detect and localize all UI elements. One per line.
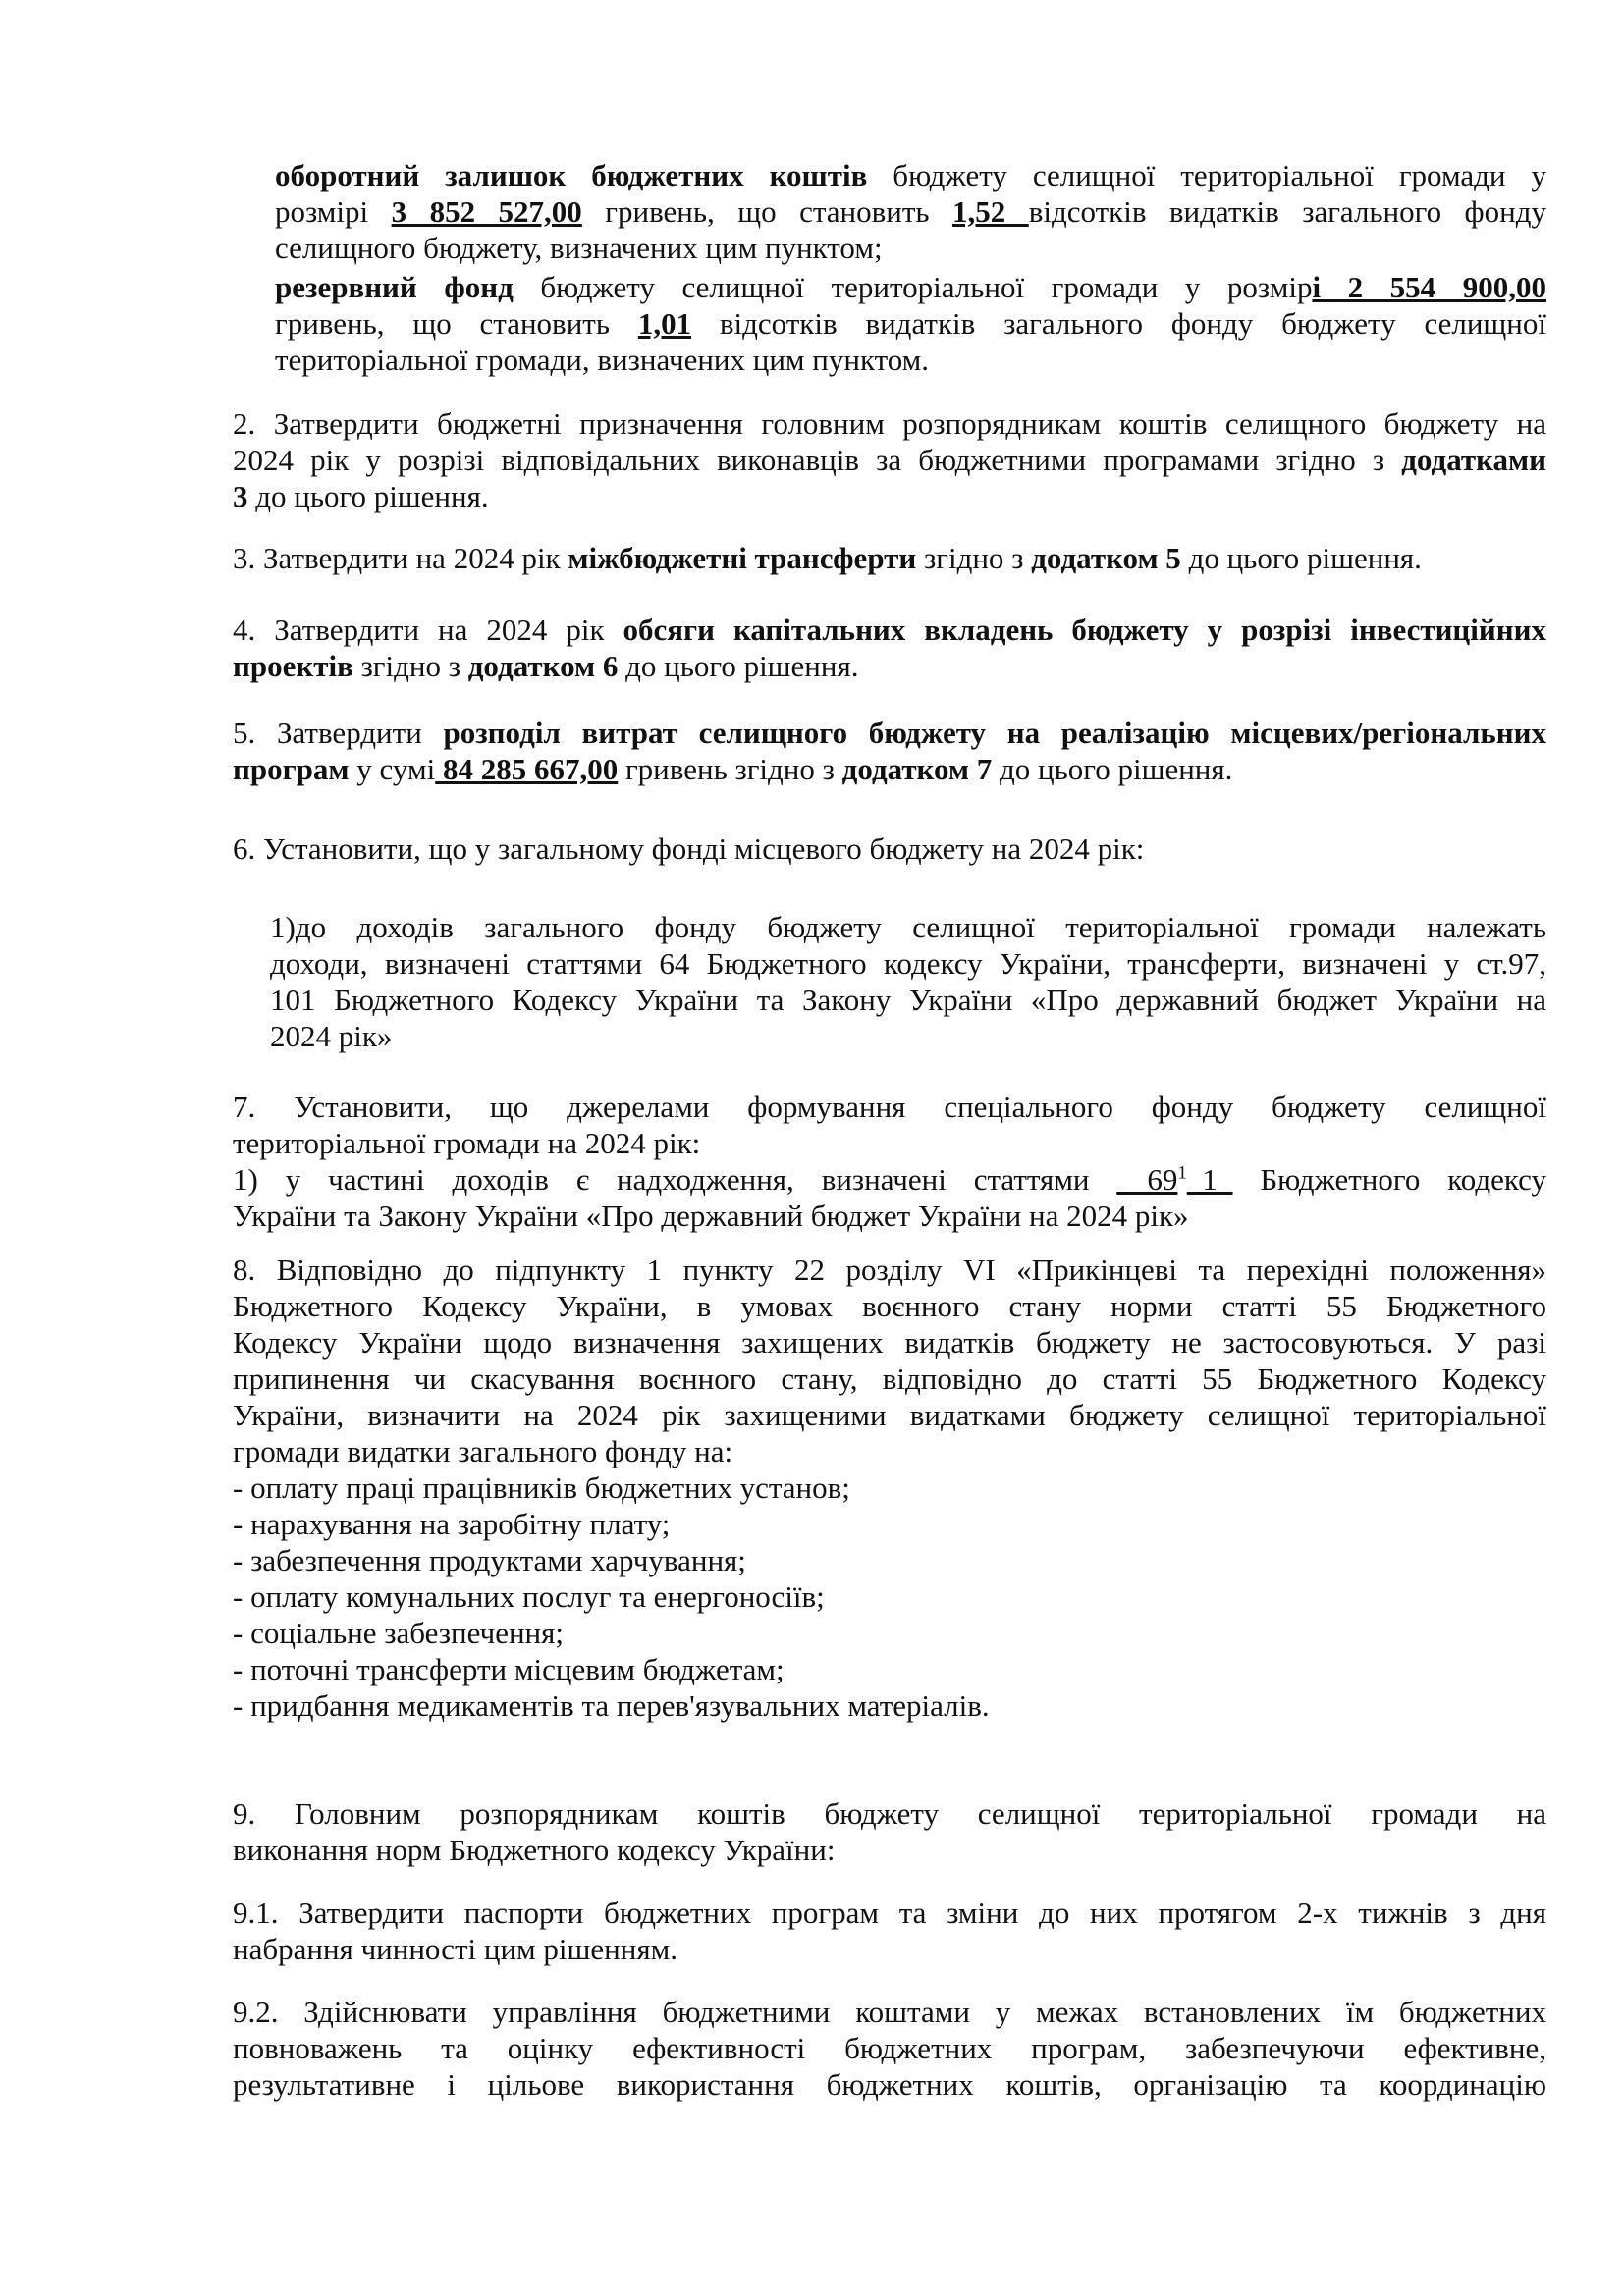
text-line: 101 Бюджетного Кодексу України та Закону України «Про державний бюджет України на [270, 983, 1546, 1017]
text-span: 5. Затвердити [233, 716, 444, 750]
item-3 [233, 540, 1546, 576]
text-line: припинення чи скасування воєнного стану, відповідно до статті 55 Бюджетного Кодексу [233, 1362, 1546, 1396]
text-span: 1) у частині доходів є надходження, визначені статтями [233, 1162, 1117, 1197]
text-line: 2. Затвердити бюджетні призначення головним розпорядникам коштів селищного бюджету на [233, 406, 1546, 441]
text-span: відсотків видатків загального фонду бюджету селищної [691, 306, 1546, 341]
reserve-fund-paragraph [275, 269, 1546, 378]
item-6 [233, 830, 1546, 867]
text-span: до цього рішення. [247, 479, 489, 513]
programs-distribution-term: розподіл витрат селищного бюджету на реалізацію місцевих/регіональних [443, 716, 1546, 750]
item-5 [233, 715, 1546, 787]
appendix-ref: додатками [1401, 443, 1546, 477]
list-item: - забезпечення продуктами харчування; [233, 1543, 746, 1577]
appendix-number: 3 [233, 479, 248, 513]
programs-amount: 84 285 667,00 [435, 752, 619, 786]
text-line: 7. Установити, що джерелами формування спеціального фонду бюджету селищної [233, 1090, 1546, 1124]
reserve-fund-term: резервний фонд [275, 270, 514, 304]
working-balance-percent: 1,52 [952, 194, 1029, 229]
article-superscript: 1 [1177, 1162, 1187, 1184]
list-item: - поточні трансферти місцевим бюджетам; [233, 1652, 785, 1686]
item-6-subpoint-1 [270, 909, 1546, 1054]
reserve-fund-percent: 1,01 [637, 306, 692, 341]
text-line: повноважень та оцінку ефективності бюджетних програм, забезпечуючи ефективне, [233, 2031, 1546, 2065]
item-9 [233, 1795, 1546, 1868]
text-line: 9.1. Затвердити паспорти бюджетних програм та зміни до них протягом 2-х тижнів з дня [233, 1896, 1546, 1930]
text-line: Бюджетного Кодексу України, в умовах воєнного стану норми статті 55 Бюджетного [233, 1289, 1546, 1323]
working-balance-amount: 3 852 527,00 [391, 194, 582, 229]
list-item: - оплату праці працівників бюджетних установ; [233, 1470, 850, 1505]
programs-term: програм [233, 752, 350, 786]
text-line: 2024 рік» [270, 1019, 393, 1053]
text-span: згідно з [916, 541, 1032, 575]
text-line: селищного бюджету, визначених цим пунктом; [275, 231, 883, 265]
text-span: 3. Затвердити на 2024 рік [233, 541, 568, 575]
list-item: - придбання медикаментів та перев'язувальних матеріалів. [233, 1688, 990, 1723]
appendix-ref: додатком 7 [841, 752, 993, 786]
text-span: 2024 рік у розрізі відповідальних виконавців за бюджетними програмами згідно з [233, 443, 1402, 477]
text-span: бюджету селищної територіальної громади у розмір [513, 270, 1313, 304]
text-span: до цього рішення. [992, 752, 1233, 786]
item-8 [233, 1252, 1546, 1724]
text-span: гривень, що становить [581, 194, 952, 229]
capital-investments-term: обсяги капітальних вкладень бюджету у розрізі інвестиційних [623, 613, 1546, 647]
text-line: виконання норм Бюджетного кодексу України: [233, 1833, 836, 1867]
transfers-term: міжбюджетні трансферти [568, 541, 917, 575]
text-span: розмірі [275, 194, 392, 229]
working-balance-paragraph [275, 157, 1546, 266]
list-item: - оплату комунальних послуг та енергоносіїв; [233, 1579, 825, 1614]
text-line: територіальної громади на 2024 рік: [233, 1126, 701, 1160]
text-line: 9. Головним розпорядникам коштів бюджету селищної територіальної громади на [233, 1796, 1546, 1831]
projects-term: проектів [233, 649, 353, 683]
item-2 [233, 405, 1546, 514]
text-line: доходи, визначені статтями 64 Бюджетного кодексу України, трансферти, визначені у ст.97, [270, 946, 1546, 981]
item-7 [233, 1089, 1546, 1234]
text-line: 1)до доходів загального фонду бюджету селищної територіальної громади належать [270, 910, 1546, 944]
list-item: - нарахування на заробітну плату; [233, 1507, 671, 1541]
text-line: 6. Установити, що у загальному фонді місцевого бюджету на 2024 рік: [233, 831, 1145, 866]
text-span: згідно з [352, 649, 468, 683]
working-balance-term: оборотний залишок бюджетних коштів [275, 158, 868, 192]
text-line: територіальної громади, визначених цим пунктом. [275, 343, 930, 377]
text-span: до цього рішення. [618, 649, 859, 683]
item-9-1 [233, 1895, 1546, 1967]
item-4 [233, 612, 1546, 684]
appendix-ref: додатком 5 [1031, 541, 1181, 575]
text-span: гривень, що становить [275, 306, 638, 341]
item-9-2 [233, 1994, 1546, 2103]
text-span: Бюджетного кодексу [1232, 1162, 1546, 1197]
text-line: України та Закону України «Про державний бюджет України на 2024 рік» [233, 1199, 1189, 1233]
text-line: 9.2. Здійснювати управління бюджетними коштами у межах встановлених їм бюджетних [233, 1995, 1546, 2029]
text-span: гривень згідно з [618, 752, 842, 786]
appendix-ref: додатком 6 [467, 649, 619, 683]
text-line: громади видатки загального фонду на: [233, 1434, 733, 1468]
text-line: 8. Відповідно до підпункту 1 пункту 22 розділу VI «Прикінцеві та перехідні положення» [233, 1253, 1546, 1287]
reserve-fund-amount: і 2 554 900,00 [1312, 270, 1546, 304]
text-span: 4. Затвердити на 2024 рік [233, 613, 623, 647]
text-span: відсотків видатків загального фонду [1028, 194, 1547, 229]
text-span: у сумі [349, 752, 436, 786]
list-item: - соціальне забезпечення; [233, 1616, 565, 1650]
article-number: __69 [1116, 1162, 1178, 1197]
text-line: набрання чинності цим рішенням. [233, 1932, 677, 1966]
article-part: _1_ [1186, 1162, 1233, 1197]
text-line: України, визначити на 2024 рік захищеними видатками бюджету селищної територіальної [233, 1398, 1546, 1432]
text-span: бюджету селищної територіальної громади у [867, 158, 1546, 192]
text-line: Кодексу України щодо визначення захищених видатків бюджету не застосовуються. У разі [233, 1325, 1546, 1360]
text-span: до цього рішення. [1180, 541, 1422, 575]
text-line: результативне і цільове використання бюджетних коштів, організацію та координацію [233, 2067, 1546, 2102]
